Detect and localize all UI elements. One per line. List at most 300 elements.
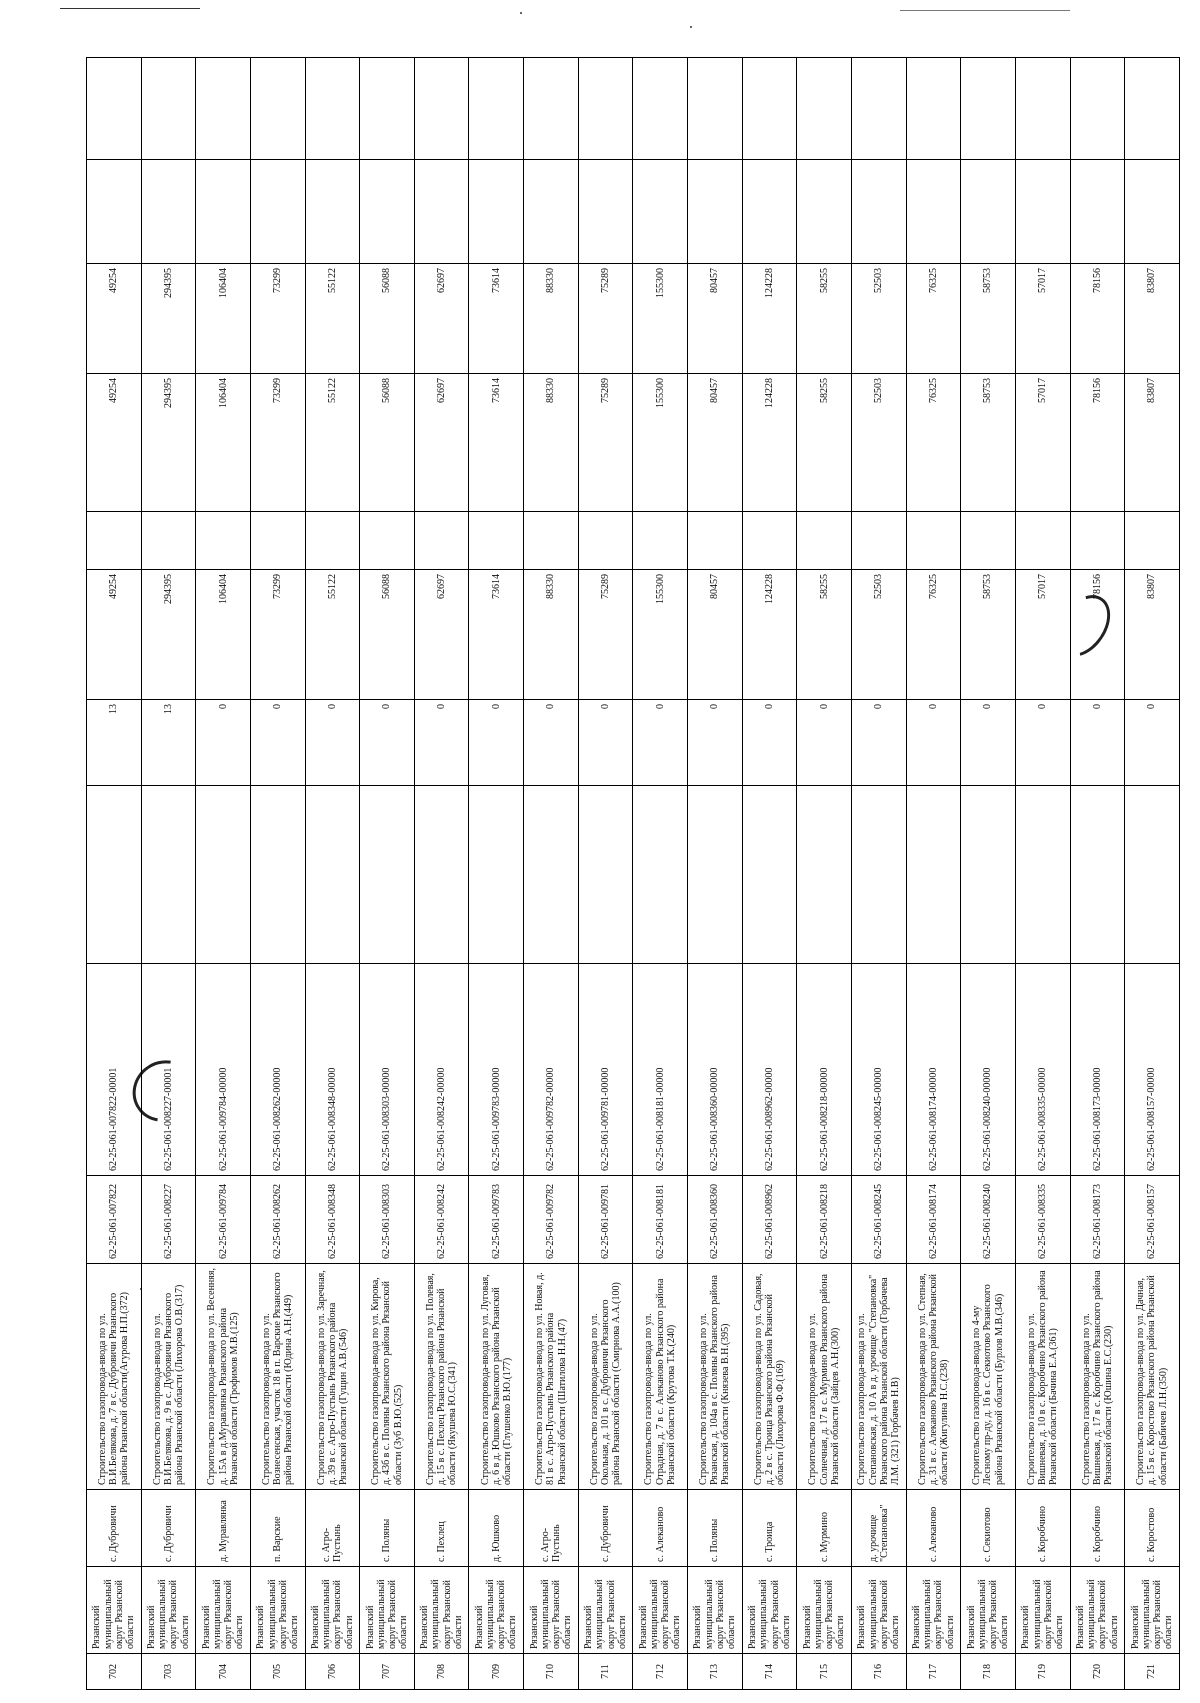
amount-cell-3: 62697 [414,264,469,374]
empty-cell [1015,512,1070,570]
table-row [633,58,688,1690]
empty-cell [688,786,743,964]
amount-cell-1: 73614 [469,570,524,700]
empty-cell [633,58,688,160]
empty-cell [141,512,196,570]
table-row [851,58,906,1690]
amount-cell-2: 75289 [578,374,633,512]
empty-cell [524,58,579,160]
object-code-cell: 62-25-061-008335 [1015,1176,1070,1264]
object-code-cell: 62-25-061-008245 [851,1176,906,1264]
amount-cell-1: 124228 [742,570,797,700]
locality-cell: п. Варские [250,1490,305,1567]
description-cell: Строительство газопровода-ввода по ул. Степановская, д. 10 А в д. урочище "Степановка" Рязанского района Рязанской области (Горбачева Л.М. (321) Горбачев Н.В) [851,1264,906,1490]
row-number: 707 [360,1654,415,1690]
municipality-cell: Рязанский муниципальный округ Рязанской области [414,1567,469,1654]
table-row [87,58,142,1690]
amount-cell-2: 62697 [414,374,469,512]
municipality-cell: Рязанский муниципальный округ Рязанской области [1070,1567,1125,1654]
description-cell: Строительство газопровода-ввода по ул. Степная, д. 31 в с. Алеканово Рязанского района Рязанской области (Жигулина Н.С.(238) [906,1264,961,1490]
locality-cell: с. Дубровичи [578,1490,633,1567]
registry-ref-cell: 62-25-061-008303-00000 [360,964,415,1176]
empty-cell [1125,786,1180,964]
index-cell: 0 [524,700,579,786]
object-code-cell: 62-25-061-008227 [141,1176,196,1264]
table-row [360,58,415,1690]
amount-cell-3: 73614 [469,264,524,374]
municipality-cell: Рязанский муниципальный округ Рязанской области [1125,1567,1180,1654]
amount-cell-3: 294395 [141,264,196,374]
empty-cell [1125,512,1180,570]
description-cell: Строительство газопровода-ввода по ул. Окольная, д. 101 в с. Дубровичи Рязанского района Рязанской области (Смирнова А.А.(100) [578,1264,633,1490]
empty-cell [797,160,852,264]
object-code-cell: 62-25-061-008962 [742,1176,797,1264]
amount-cell-1: 73299 [250,570,305,700]
empty-cell [141,160,196,264]
empty-cell [305,786,360,964]
row-number: 720 [1070,1654,1125,1690]
locality-cell: с. Мурмино [797,1490,852,1567]
locality-cell: с. Алеканово [906,1490,961,1567]
table-row [250,58,305,1690]
row-number: 706 [305,1654,360,1690]
description-cell: Строительство газопровода-ввода по ул. Заречная, д. 39 в с. Агро-Пустынь Рязанского района Рязанской области (Гущин А.В.(546) [305,1264,360,1490]
empty-cell [87,786,142,964]
empty-cell [469,160,524,264]
index-cell: 0 [360,700,415,786]
description-cell: Строительство газопровода-ввода по ул. Дачная, д. 15 в с. Коростово Рязанского района Рязанской области (Бабичев Л.Н.(350) [1125,1264,1180,1490]
municipality-cell: Рязанский муниципальный округ Рязанской области [961,1567,1016,1654]
empty-cell [742,58,797,160]
empty-cell [633,512,688,570]
empty-cell [305,160,360,264]
amount-cell-1: 80457 [688,570,743,700]
amount-cell-3: 83807 [1125,264,1180,374]
locality-cell: с. Агро-Пустынь [305,1490,360,1567]
empty-cell [1070,512,1125,570]
index-cell: 0 [797,700,852,786]
row-number: 719 [1015,1654,1070,1690]
object-code-cell: 62-25-061-008360 [688,1176,743,1264]
empty-cell [1070,786,1125,964]
amount-cell-3: 49254 [87,264,142,374]
locality-cell: с. Дубровичи [87,1490,142,1567]
index-cell: 13 [87,700,142,786]
amount-cell-1: 76325 [906,570,961,700]
object-code-cell: 62-25-061-007822 [87,1176,142,1264]
row-number: 703 [141,1654,196,1690]
empty-cell [250,58,305,160]
locality-cell: с. Троица [742,1490,797,1567]
amount-cell-3: 155300 [633,264,688,374]
empty-cell [578,512,633,570]
registry-ref-cell: 62-25-061-008262-00000 [250,964,305,1176]
object-code-cell: 62-25-061-008303 [360,1176,415,1264]
empty-cell [688,58,743,160]
description-cell: Строительство газопровода-ввода по ул. В.И.Белякова, д. 7 в с. Дубровичи Рязанского района Рязанской области(Агурова Н.П.(372) [87,1264,142,1490]
empty-cell [1070,58,1125,160]
table-row [196,58,251,1690]
empty-cell [250,786,305,964]
description-cell: Строительство газопровода-ввода по ул. Вознесенская, участок 18 в п. Варские Рязанского района Рязанской области (Юдина А.Н.(449) [250,1264,305,1490]
index-cell: 13 [141,700,196,786]
index-cell: 0 [633,700,688,786]
locality-cell: с. Агро-Пустынь [524,1490,579,1567]
scan-edge-mark [60,8,200,9]
empty-cell [906,160,961,264]
amount-cell-3: 55122 [305,264,360,374]
empty-cell [87,512,142,570]
row-number: 721 [1125,1654,1180,1690]
index-cell: 0 [578,700,633,786]
municipality-cell: Рязанский муниципальный округ Рязанской области [688,1567,743,1654]
amount-cell-2: 106404 [196,374,251,512]
registry-ref-cell: 62-25-061-009781-00000 [578,964,633,1176]
index-cell: 0 [851,700,906,786]
registry-ref-cell: 62-25-061-009783-00000 [469,964,524,1176]
row-number: 709 [469,1654,524,1690]
amount-cell-1: 52503 [851,570,906,700]
description-cell: Строительство газопровода-ввода по ул. Солнечная, д. 17 в с. Мурмино Рязанского района Рязанской области (Зайцев А.Н.(300) [797,1264,852,1490]
empty-cell [524,512,579,570]
table-row [524,58,579,1690]
object-code-cell: 62-25-061-008173 [1070,1176,1125,1264]
row-number: 711 [578,1654,633,1690]
registry-ref-cell: 62-25-061-008962-00000 [742,964,797,1176]
amount-cell-1: 56088 [360,570,415,700]
registry-ref-cell: 62-25-061-008181-00000 [633,964,688,1176]
amount-cell-2: 58753 [961,374,1016,512]
description-cell: Строительство газопровода-ввода по ул. Луговая, д. 6 в д. Юшково Рязанского района Рязанской области (Глушенко В.Ю.(177) [469,1264,524,1490]
empty-cell [414,160,469,264]
empty-cell [360,58,415,160]
registry-ref-cell: 62-25-061-008227-00001 [141,964,196,1176]
amount-cell-2: 155300 [633,374,688,512]
amount-cell-1: 55122 [305,570,360,700]
locality-cell: с. Алеканово [633,1490,688,1567]
locality-cell: д. урочище "Степановка" [851,1490,906,1567]
amount-cell-3: 56088 [360,264,415,374]
object-code-cell: 62-25-061-008242 [414,1176,469,1264]
register-body [87,58,1180,1690]
empty-cell [305,58,360,160]
amount-cell-2: 57017 [1015,374,1070,512]
register-table [86,57,1180,1690]
locality-cell: с. Поляны [688,1490,743,1567]
object-code-cell: 62-25-061-008218 [797,1176,852,1264]
row-number: 705 [250,1654,305,1690]
empty-cell [906,786,961,964]
description-cell: Строительство газопровода-ввода по ул. В.И.Белякова, д. 9 в с. Дубровичи Рязанского района Рязанской области (Лихорова О.В.(317) [141,1264,196,1490]
table-row [578,58,633,1690]
empty-cell [797,512,852,570]
row-number: 718 [961,1654,1016,1690]
object-code-cell: 62-25-061-008174 [906,1176,961,1264]
municipality-cell: Рязанский муниципальный округ Рязанской области [524,1567,579,1654]
amount-cell-1: 75289 [578,570,633,700]
empty-cell [87,58,142,160]
object-code-cell: 62-25-061-008240 [961,1176,1016,1264]
empty-cell [196,786,251,964]
registry-ref-cell: 62-25-061-008218-00000 [797,964,852,1176]
empty-cell [742,512,797,570]
row-number: 704 [196,1654,251,1690]
amount-cell-2: 73614 [469,374,524,512]
amount-cell-3: 88330 [524,264,579,374]
row-number: 710 [524,1654,579,1690]
object-code-cell: 62-25-061-009783 [469,1176,524,1264]
empty-cell [524,160,579,264]
description-cell: Строительство газопровода-ввода по 4-му Лесному пр-ду, д. 16 в с. Секиотово Рязанского района Рязанской области (Бурлов М.В.(346) [961,1264,1016,1490]
empty-cell [469,786,524,964]
empty-cell [360,786,415,964]
municipality-cell: Рязанский муниципальный округ Рязанской области [578,1567,633,1654]
amount-cell-3: 52503 [851,264,906,374]
locality-cell: с. Коростово [1125,1490,1180,1567]
empty-cell [360,512,415,570]
registry-ref-cell: 62-25-061-007822-00001 [87,964,142,1176]
empty-cell [87,160,142,264]
locality-cell: д. Муравлянка [196,1490,251,1567]
index-cell: 0 [414,700,469,786]
municipality-cell: Рязанский муниципальный округ Рязанской области [250,1567,305,1654]
table-row [305,58,360,1690]
municipality-cell: Рязанский муниципальный округ Рязанской области [196,1567,251,1654]
amount-cell-2: 56088 [360,374,415,512]
rotated-document-frame [86,58,1180,1690]
registry-ref-cell: 62-25-061-009784-00000 [196,964,251,1176]
row-number: 708 [414,1654,469,1690]
empty-cell [961,512,1016,570]
empty-cell [961,786,1016,964]
empty-cell [851,512,906,570]
municipality-cell: Рязанский муниципальный округ Рязанской области [305,1567,360,1654]
registry-ref-cell: 62-25-061-008173-00000 [1070,964,1125,1176]
rotated-document [86,58,1180,1690]
empty-cell [578,58,633,160]
empty-cell [1015,160,1070,264]
empty-cell [797,786,852,964]
index-cell: 0 [961,700,1016,786]
row-number: 702 [87,1654,142,1690]
index-cell: 0 [250,700,305,786]
table-row [688,58,743,1690]
amount-cell-1: 78156 [1070,570,1125,700]
empty-cell [1015,58,1070,160]
empty-cell [851,786,906,964]
table-row [1015,58,1070,1690]
description-cell: Строительство газопровода-ввода по ул. Новая, д. 81 в с. Агро-Пустынь Рязанского района Рязанской области (Шатилова Н.Н.(47) [524,1264,579,1490]
object-code-cell: 62-25-061-008348 [305,1176,360,1264]
description-cell: Строительство газопровода-ввода по ул. Садовая, д. 2 в с. Троица Рязанского района Рязанской области (Лихорова Ф.Ф.(169) [742,1264,797,1490]
empty-cell [578,786,633,964]
locality-cell: с. Коробчино [1015,1490,1070,1567]
object-code-cell: 62-25-061-009781 [578,1176,633,1264]
amount-cell-3: 124228 [742,264,797,374]
amount-cell-3: 106404 [196,264,251,374]
empty-cell [851,160,906,264]
object-code-cell: 62-25-061-009784 [196,1176,251,1264]
registry-ref-cell: 62-25-061-008174-00000 [906,964,961,1176]
amount-cell-3: 58753 [961,264,1016,374]
empty-cell [414,512,469,570]
municipality-cell: Рязанский муниципальный округ Рязанской области [633,1567,688,1654]
municipality-cell: Рязанский муниципальный округ Рязанской области [742,1567,797,1654]
empty-cell [742,160,797,264]
amount-cell-1: 83807 [1125,570,1180,700]
empty-cell [360,160,415,264]
municipality-cell: Рязанский муниципальный округ Рязанской области [360,1567,415,1654]
index-cell: 0 [305,700,360,786]
scan-speck [690,26,692,28]
object-code-cell: 62-25-061-008181 [633,1176,688,1264]
empty-cell [688,512,743,570]
empty-cell [414,786,469,964]
municipality-cell: Рязанский муниципальный округ Рязанской области [87,1567,142,1654]
description-cell: Строительство газопровода-ввода по ул. Вишневая, д. 10 в с. Коробчино Рязанского района Рязанской области (Бачина Е.А.(361) [1015,1264,1070,1490]
amount-cell-1: 106404 [196,570,251,700]
empty-cell [906,512,961,570]
amount-cell-3: 78156 [1070,264,1125,374]
table-row [961,58,1016,1690]
empty-cell [196,160,251,264]
empty-cell [742,786,797,964]
locality-cell: с. Пехлец [414,1490,469,1567]
table-row [797,58,852,1690]
object-code-cell: 62-25-061-008262 [250,1176,305,1264]
municipality-cell: Рязанский муниципальный округ Рязанской области [906,1567,961,1654]
table-row [414,58,469,1690]
municipality-cell: Рязанский муниципальный округ Рязанской области [797,1567,852,1654]
registry-ref-cell: 62-25-061-008157-00000 [1125,964,1180,1176]
empty-cell [1125,58,1180,160]
empty-cell [305,512,360,570]
amount-cell-1: 155300 [633,570,688,700]
table-row [469,58,524,1690]
locality-cell: с. Дубровичи [141,1490,196,1567]
description-cell: Строительство газопровода-ввода по ул. Отрадная, д. 7 в с. Алеканово Рязанского района Рязанской области (Крутова Т.К.(240) [633,1264,688,1490]
table-row [906,58,961,1690]
amount-cell-2: 49254 [87,374,142,512]
index-cell: 0 [1125,700,1180,786]
registry-ref-cell: 62-25-061-008240-00000 [961,964,1016,1176]
empty-cell [1015,786,1070,964]
empty-cell [633,786,688,964]
index-cell: 0 [1015,700,1070,786]
amount-cell-2: 55122 [305,374,360,512]
scan-speck [520,12,522,14]
locality-cell: д. Юшково [469,1490,524,1567]
municipality-cell: Рязанский муниципальный округ Рязанской области [1015,1567,1070,1654]
empty-cell [524,786,579,964]
empty-cell [250,160,305,264]
empty-cell [961,160,1016,264]
empty-cell [469,512,524,570]
row-number: 713 [688,1654,743,1690]
index-cell: 0 [906,700,961,786]
municipality-cell: Рязанский муниципальный округ Рязанской области [469,1567,524,1654]
amount-cell-2: 83807 [1125,374,1180,512]
amount-cell-2: 294395 [141,374,196,512]
amount-cell-2: 73299 [250,374,305,512]
registry-ref-cell: 62-25-061-008360-00000 [688,964,743,1176]
row-number: 715 [797,1654,852,1690]
amount-cell-3: 73299 [250,264,305,374]
object-code-cell: 62-25-061-009782 [524,1176,579,1264]
description-cell: Строительство газопровода-ввода по ул. Рязанская, д. 104а в с. Поляны Рязанского района Рязанской области (Князева В.Н.(395) [688,1264,743,1490]
index-cell: 0 [1070,700,1125,786]
registry-ref-cell: 62-25-061-008335-00000 [1015,964,1070,1176]
amount-cell-1: 88330 [524,570,579,700]
amount-cell-1: 294395 [141,570,196,700]
registry-ref-cell: 62-25-061-008242-00000 [414,964,469,1176]
amount-cell-3: 75289 [578,264,633,374]
empty-cell [1125,160,1180,264]
empty-cell [414,58,469,160]
empty-cell [633,160,688,264]
amount-cell-3: 80457 [688,264,743,374]
row-number: 714 [742,1654,797,1690]
table-row [141,58,196,1690]
amount-cell-1: 58255 [797,570,852,700]
locality-cell: с. Коробчино [1070,1490,1125,1567]
empty-cell [578,160,633,264]
locality-cell: с. Поляны [360,1490,415,1567]
amount-cell-2: 88330 [524,374,579,512]
empty-cell [141,786,196,964]
description-cell: Строительство газопровода-ввода по ул. Весенняя, д. 15А в д.Муравлянка Рязанского района Рязанской области (Трофимов М.В.(125) [196,1264,251,1490]
amount-cell-2: 58255 [797,374,852,512]
description-cell: Строительство газопровода-ввода по ул. Вишневая, д. 17 в с. Коробчино Рязанского района Рязанской области (Юшина Е.С.(230) [1070,1264,1125,1490]
empty-cell [906,58,961,160]
locality-cell: с. Секиотово [961,1490,1016,1567]
description-cell: Строительство газопровода-ввода по ул. Полевая, д. 15 в с. Пехлец Рязанского района Рязанской области (Якушева Ю.С.(341) [414,1264,469,1490]
registry-ref-cell: 62-25-061-008245-00000 [851,964,906,1176]
row-number: 717 [906,1654,961,1690]
table-row [742,58,797,1690]
row-number: 716 [851,1654,906,1690]
amount-cell-1: 62697 [414,570,469,700]
amount-cell-2: 80457 [688,374,743,512]
empty-cell [851,58,906,160]
description-cell: Строительство газопровода-ввода по ул. Кирова, д. 43б в с. Поляны Рязанского района Рязанской области (Зуб В.Ю.(525) [360,1264,415,1490]
index-cell: 0 [742,700,797,786]
index-cell: 0 [196,700,251,786]
amount-cell-1: 49254 [87,570,142,700]
table-row [1125,58,1180,1690]
municipality-cell: Рязанский муниципальный округ Рязанской области [141,1567,196,1654]
scan-edge-mark [900,10,1070,11]
amount-cell-3: 76325 [906,264,961,374]
index-cell: 0 [469,700,524,786]
empty-cell [250,512,305,570]
empty-cell [196,512,251,570]
amount-cell-2: 52503 [851,374,906,512]
empty-cell [141,58,196,160]
registry-ref-cell: 62-25-061-009782-00000 [524,964,579,1176]
empty-cell [961,58,1016,160]
amount-cell-1: 57017 [1015,570,1070,700]
municipality-cell: Рязанский муниципальный округ Рязанской области [851,1567,906,1654]
row-number: 712 [633,1654,688,1690]
empty-cell [196,58,251,160]
registry-ref-cell: 62-25-061-008348-00000 [305,964,360,1176]
empty-cell [469,58,524,160]
empty-cell [797,58,852,160]
amount-cell-1: 58753 [961,570,1016,700]
amount-cell-2: 78156 [1070,374,1125,512]
amount-cell-2: 124228 [742,374,797,512]
